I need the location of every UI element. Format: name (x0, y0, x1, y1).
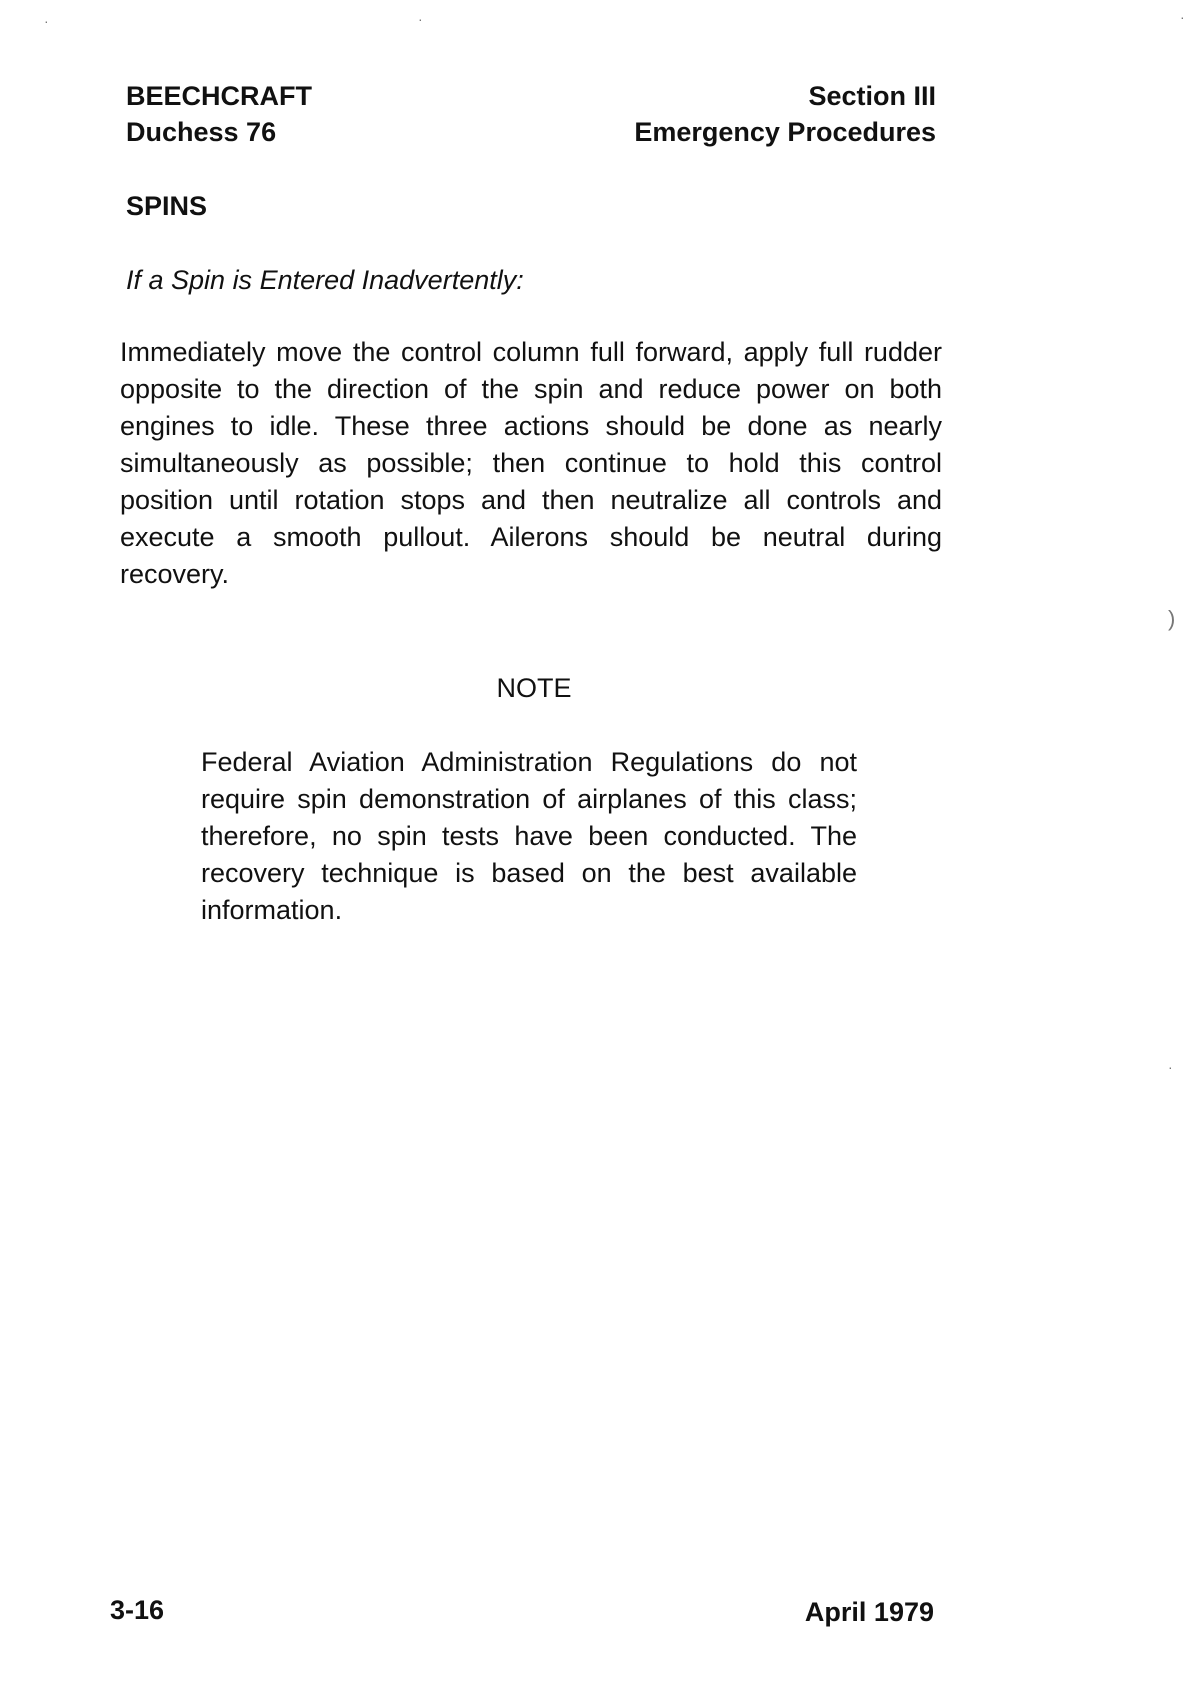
scan-artifact: · (44, 13, 49, 29)
note-text: Federal Aviation Administration Regulations do not require spin demonstration of airplanes of this class; therefore, no spin tests have been conducted. The recovery technique is based on the best available information. (201, 747, 857, 925)
header-section-number: Section III (808, 81, 936, 111)
scan-artifact: · (1180, 9, 1185, 25)
section-heading: SPINS (126, 191, 208, 221)
scan-artifact: ) (1168, 606, 1176, 631)
header-aircraft (126, 78, 312, 150)
procedure-paragraph: Immediately move the control column full forward, apply full rudder opposite to the direction of the spin and reduce power on both engines to idle. These three actions should be done as nearly simultaneously as possible; then continue to hold this control position until rotation stops and then neutralize all controls and execute a smooth pullout. Ailerons should be neutral during recovery. (120, 337, 942, 589)
scan-artifact: · (1168, 1059, 1173, 1075)
publication-date: April 1979 (804, 1597, 934, 1627)
header-model: Duchess 76 (126, 117, 277, 147)
note-title: NOTE (496, 673, 572, 703)
header-manufacturer: BEECHCRAFT (126, 81, 312, 111)
subheading: If a Spin is Entered Inadvertently: (126, 265, 524, 295)
page-number: 3-16 (110, 1595, 165, 1625)
header-section-title: Emergency Procedures (634, 117, 936, 147)
scan-artifact: · (418, 11, 423, 27)
header-section (634, 78, 936, 150)
